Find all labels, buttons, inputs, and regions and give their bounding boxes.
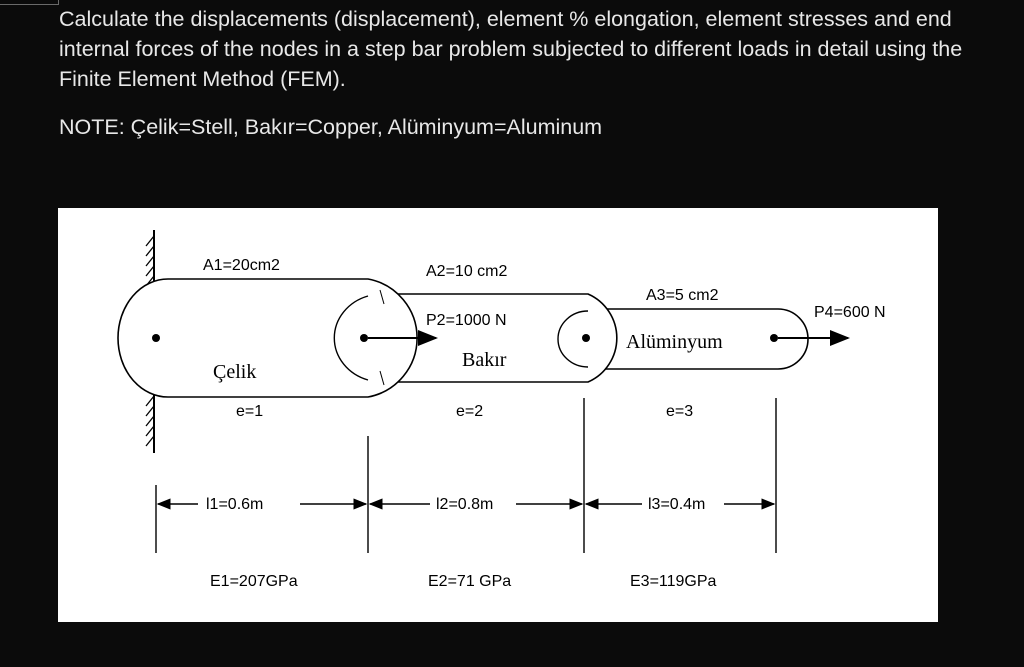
corner-mark	[0, 0, 59, 5]
element-label-1: e=1	[236, 403, 264, 420]
area-label-1: A1=20cm2	[203, 257, 280, 274]
area-label-3: A3=5 cm2	[646, 287, 719, 304]
material-label-copper: Bakır	[462, 349, 507, 371]
step-bar-diagram	[58, 208, 938, 622]
load-label-p4: P4=600 N	[814, 304, 886, 321]
length-label-1: l1=0.6m	[206, 496, 264, 513]
length-label-2: l2=0.8m	[436, 496, 494, 513]
modulus-label-3: E3=119GPa	[630, 573, 717, 590]
modulus-label-2: E2=71 GPa	[428, 573, 512, 590]
material-label-steel: Çelik	[213, 361, 257, 383]
step-bar-figure	[58, 208, 938, 622]
length-label-3: l3=0.4m	[648, 496, 706, 513]
note-text: NOTE: Çelik=Stell, Bakır=Copper, Alüminyum=Aluminum	[59, 115, 603, 139]
element-label-2: e=2	[456, 403, 484, 420]
node-1	[152, 334, 160, 342]
load-label-p2: P2=1000 N	[426, 312, 507, 329]
element-label-3: e=3	[666, 403, 694, 420]
question-text: Calculate the displacements (displacement), element % elongation, element stresses and end internal forces of the nodes in a step bar problem subjected to different loads in detail using the Finite Element Method (FEM).	[59, 7, 963, 91]
node-3	[582, 334, 590, 342]
material-label-aluminum: Alüminyum	[626, 331, 723, 353]
modulus-label-1: E1=207GPa	[210, 573, 298, 590]
node-4	[770, 334, 778, 342]
dimension-extension-lines	[156, 398, 776, 553]
node-2	[360, 334, 368, 342]
area-label-2: A2=10 cm2	[426, 263, 508, 280]
